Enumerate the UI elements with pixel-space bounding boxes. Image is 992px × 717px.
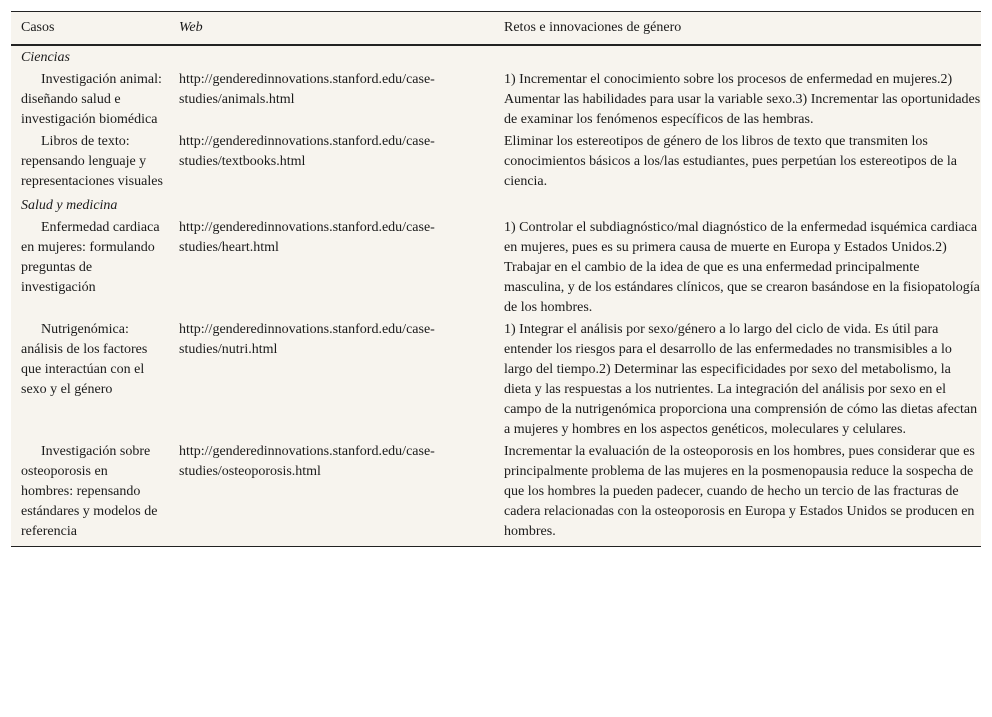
case-name: Nutrigenómica: análisis de los factores que interactúan con el sexo y el género	[21, 322, 148, 397]
case-web-link[interactable]: http://genderedinnovations.stanford.edu/case-studies/heart.html	[179, 220, 435, 255]
cases-table	[11, 11, 981, 547]
case-web-link[interactable]: http://genderedinnovations.stanford.edu/case-studies/nutri.html	[179, 322, 435, 357]
header-web: Web	[169, 12, 494, 46]
case-name: Enfermedad cardiaca en mujeres: formulando preguntas de investigación	[21, 220, 160, 295]
table-row	[11, 442, 981, 547]
case-web-link[interactable]: http://genderedinnovations.stanford.edu/case-studies/animals.html	[179, 72, 435, 107]
header-retos: Retos e innovaciones de género	[494, 12, 981, 46]
table-row	[11, 70, 981, 132]
table-row	[11, 320, 981, 442]
section-row-salud	[11, 194, 981, 218]
case-web-link[interactable]: http://genderedinnovations.stanford.edu/case-studies/osteoporosis.html	[169, 442, 494, 547]
section-title: Ciencias	[21, 50, 70, 65]
case-retos: 1) Incrementar el conocimiento sobre los procesos de enfermedad en mujeres.2) Aumentar las habilidades para usar la variable sexo.3) Incrementar las oportunidades de examinar los fenómenos específicos de las hembras.	[504, 72, 981, 127]
case-retos: Eliminar los estereotipos de género de los libros de texto que transmiten los conocimientos básicos a los/las estudiantes, pues perpetúan los estereotipos de la ciencia.	[504, 134, 957, 189]
case-name: Libros de texto: repensando lenguaje y representaciones visuales	[21, 134, 163, 189]
table-header-row	[11, 12, 981, 46]
case-name: Investigación animal: diseñando salud e investigación biomédica	[21, 72, 162, 127]
case-name: Investigación sobre osteoporosis en hombres: repensando estándares y modelos de referencia	[21, 444, 158, 539]
table-row	[11, 132, 981, 194]
case-retos: 1) Integrar el análisis por sexo/género a lo largo del ciclo de vida. Es útil para entender los riesgos para el desarrollo de las enfermedades no transmisibles a lo largo del tiempo.2) Determinar las especificidades por sexo del metabolismo, la dieta y las respuestas a los nutrientes. La integración del análisis por sexo en el campo de la nutrigenómica proporciona una comprensión de cómo las dietas afectan a mujeres y hombres en los aspectos genéticos, moleculares y celulares.	[504, 322, 978, 437]
section-row-ciencias	[11, 45, 981, 70]
table-row	[11, 218, 981, 320]
cases-table-container	[11, 11, 981, 547]
case-web-link[interactable]: http://genderedinnovations.stanford.edu/case-studies/textbooks.html	[179, 134, 435, 169]
case-retos: 1) Controlar el subdiagnóstico/mal diagnóstico de la enfermedad isquémica cardiaca en mujeres, pues es su primera causa de muerte en Europa y Estados Unidos.2) Trabajar en el cambio de la idea de que es una enfermedad principalmente masculina, y de los estándares clínicos, que se crearon basándose en la fisiopatología de los hombres.	[504, 220, 980, 315]
case-retos: Incrementar la evaluación de la osteoporosis en los hombres, pues considerar que es principalmente problema de las mujeres en la posmenopausia reduce la sospecha de que los hombres la pueden padecer, cuando de hecho un tercio de las fracturas de cadera relacionadas con la osteoporosis en Europa y Estados Unidos se producen en hombres.	[494, 442, 981, 547]
header-casos: Casos	[11, 12, 169, 46]
section-title: Salud y medicina	[21, 198, 118, 213]
